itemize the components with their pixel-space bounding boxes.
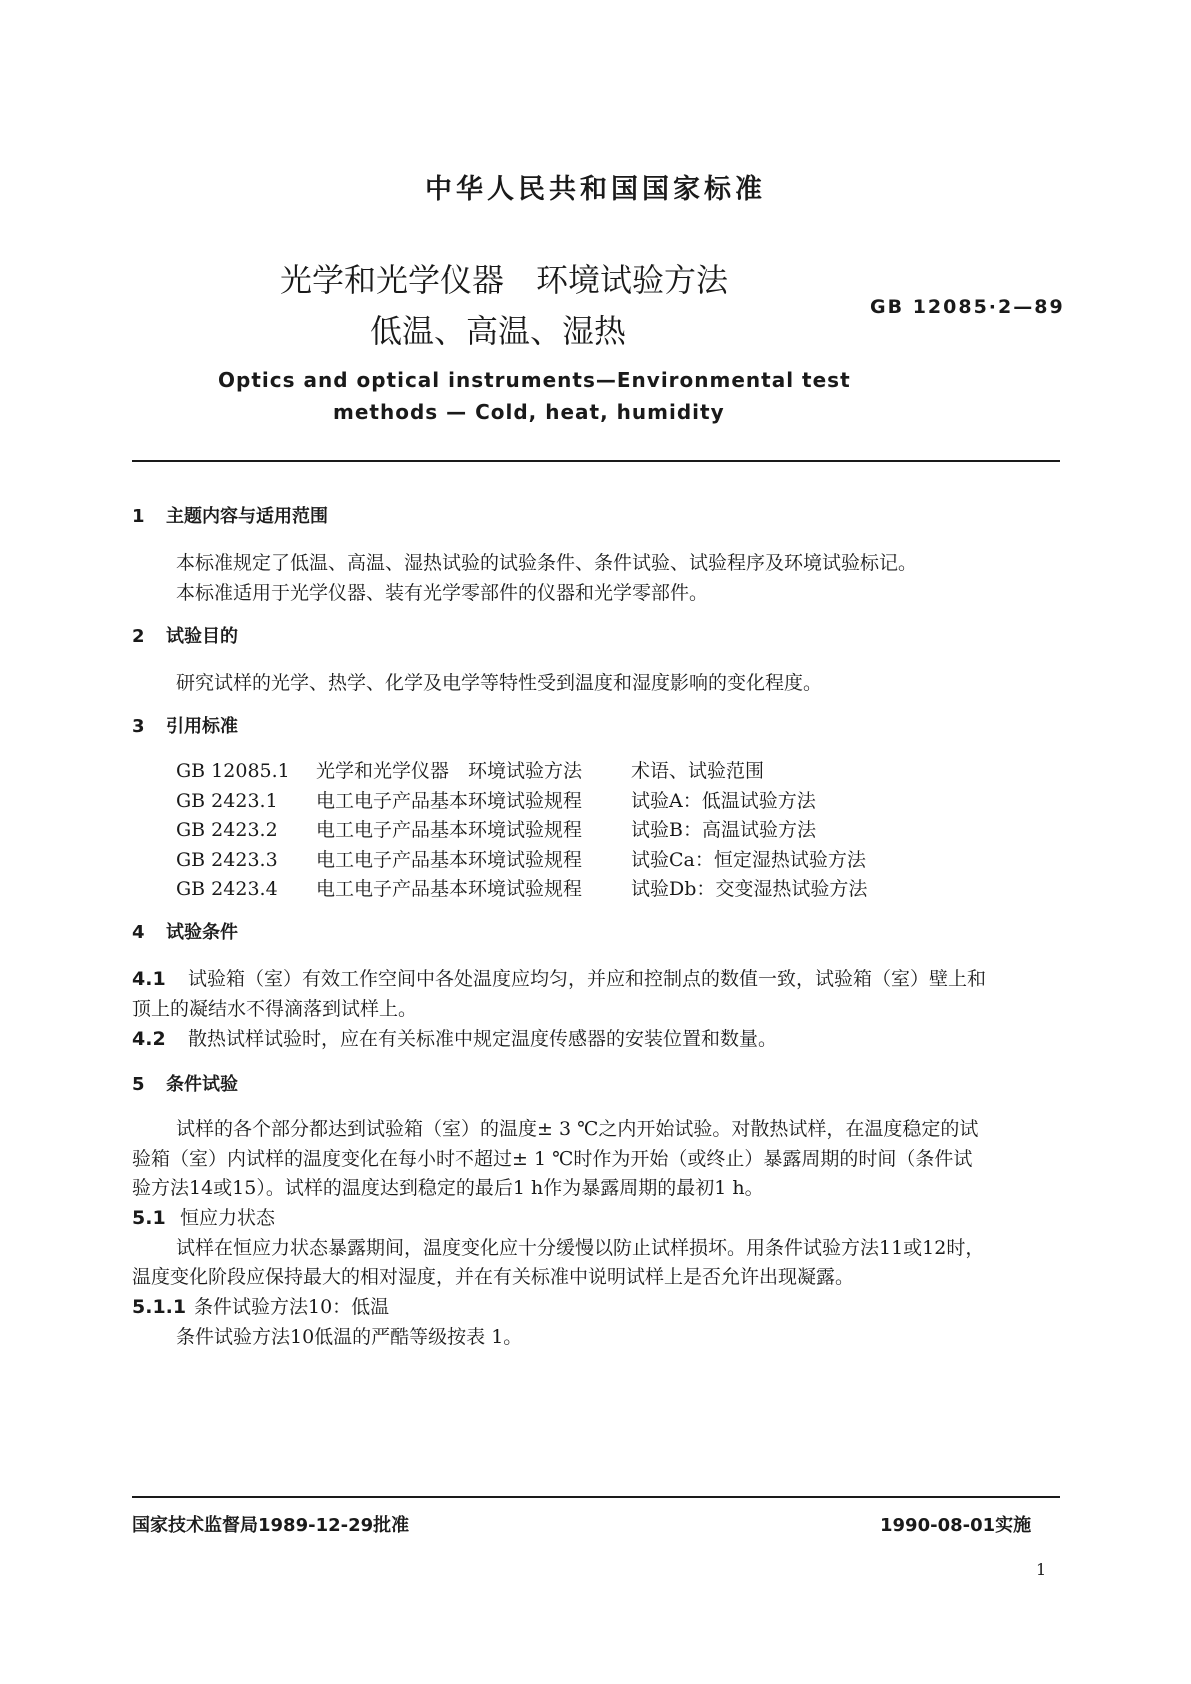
reference-subtitle: 试验Db：交变湿热试验方法: [631, 878, 868, 900]
clause-text: 试验箱（室）有效工作空间中各处温度应均匀，并应和控制点的数值一致，试验箱（室）壁上和: [188, 968, 987, 990]
page-number: 1: [1036, 1560, 1047, 1579]
reference-title: 电工电子产品基本环境试验规程: [316, 878, 583, 900]
section-5-heading: [132, 1070, 238, 1096]
footer-divider: [132, 1496, 1060, 1498]
subsection-5-1-line-2: 温度变化阶段应保持最大的相对湿度，并在有关标准中说明试样上是否允许出现凝露。: [132, 1266, 855, 1288]
document-title-line1: 光学和光学仪器 环境试验方法: [280, 261, 729, 299]
section-4-heading: [132, 918, 238, 944]
section-1-paragraph-1: 本标准规定了低温、高温、湿热试验的试验条件、条件试验、试验程序及环境试验标记。: [176, 552, 918, 574]
subsection-5-1-1-heading: [132, 1292, 389, 1319]
approval-date: 国家技术监督局1989-12-29批准: [132, 1515, 410, 1536]
subsection-number: 5.1.1: [132, 1296, 187, 1318]
national-standard-heading: 中华人民共和国国家标准: [425, 174, 766, 205]
reference-code: GB 2423.3: [176, 849, 278, 871]
reference-row: [176, 874, 867, 901]
section-2-paragraph-1: 研究试样的光学、热学、化学及电学等特性受到温度和湿度影响的变化程度。: [176, 672, 823, 694]
clause-number: 4.1: [132, 968, 166, 990]
clause-4-2: [132, 1024, 777, 1051]
clause-text: 散热试样试验时，应在有关标准中规定温度传感器的安装位置和数量。: [188, 1028, 778, 1050]
reference-subtitle: 试验A：低温试验方法: [631, 790, 816, 812]
reference-title: 光学和光学仪器 环境试验方法: [316, 760, 583, 782]
reference-title: 电工电子产品基本环境试验规程: [316, 790, 583, 812]
reference-subtitle: 术语、试验范围: [631, 760, 765, 782]
section-title: 条件试验: [166, 1074, 238, 1095]
clause-4-1-continued: 顶上的凝结水不得滴落到试样上。: [132, 998, 418, 1020]
standard-number: GB 12085·2—89: [870, 296, 1065, 318]
reference-row: [176, 815, 816, 842]
document-title-line2: 低温、高温、湿热: [370, 312, 627, 350]
section-1-heading: [132, 502, 328, 528]
reference-code: GB 2423.2: [176, 819, 278, 841]
section-3-heading: [132, 712, 238, 738]
section-title: 主题内容与适用范围: [166, 506, 328, 527]
section-title: 试验条件: [166, 922, 238, 943]
reference-row: [176, 756, 764, 783]
reference-subtitle: 试验Ca：恒定湿热试验方法: [631, 849, 866, 871]
reference-row: [176, 845, 866, 872]
reference-title: 电工电子产品基本环境试验规程: [316, 849, 583, 871]
reference-code: GB 2423.1: [176, 790, 278, 812]
section-5-line-3: 验方法14或15）。试样的温度达到稳定的最后1 h作为暴露周期的最初1 h。: [132, 1177, 764, 1199]
section-title: 引用标准: [166, 716, 238, 737]
section-number: 2: [132, 626, 145, 647]
english-title-line2: methods — Cold, heat, humidity: [333, 400, 725, 424]
subsection-number: 5.1: [132, 1207, 166, 1229]
english-title-line1: Optics and optical instruments—Environmental test: [218, 368, 851, 392]
subsection-title: 恒应力状态: [180, 1207, 276, 1229]
subsection-5-1-heading: [132, 1203, 275, 1230]
reference-row: [176, 786, 816, 813]
subsection-title: 条件试验方法10：低温: [194, 1296, 390, 1318]
section-1-paragraph-2: 本标准适用于光学仪器、装有光学零部件的仪器和光学零部件。: [176, 582, 709, 604]
section-number: 1: [132, 506, 145, 527]
section-5-line-2: 验箱（室）内试样的温度变化在每小时不超过± 1 ℃时作为开始（或终止）暴露周期的时间（条件试: [132, 1148, 973, 1170]
clause-4-1: [132, 964, 986, 991]
subsection-5-1-1-line-1: 条件试验方法10低温的严酷等级按表 1。: [176, 1326, 523, 1348]
reference-title: 电工电子产品基本环境试验规程: [316, 819, 583, 841]
effective-date: 1990-08-01实施: [880, 1515, 1032, 1536]
header-divider: [132, 460, 1060, 462]
section-number: 3: [132, 716, 145, 737]
subsection-5-1-line-1: 试样在恒应力状态暴露期间，温度变化应十分缓慢以防止试样损坏。用条件试验方法11或12时，: [176, 1237, 985, 1259]
reference-subtitle: 试验B：高温试验方法: [631, 819, 816, 841]
section-2-heading: [132, 622, 238, 648]
section-title: 试验目的: [166, 626, 238, 647]
section-5-line-1: 试样的各个部分都达到试验箱（室）的温度± 3 ℃之内开始试验。对散热试样，在温度稳定的试: [176, 1118, 979, 1140]
reference-code: GB 12085.1: [176, 760, 290, 782]
section-number: 4: [132, 922, 145, 943]
section-number: 5: [132, 1074, 145, 1095]
clause-number: 4.2: [132, 1028, 166, 1050]
reference-code: GB 2423.4: [176, 878, 278, 900]
